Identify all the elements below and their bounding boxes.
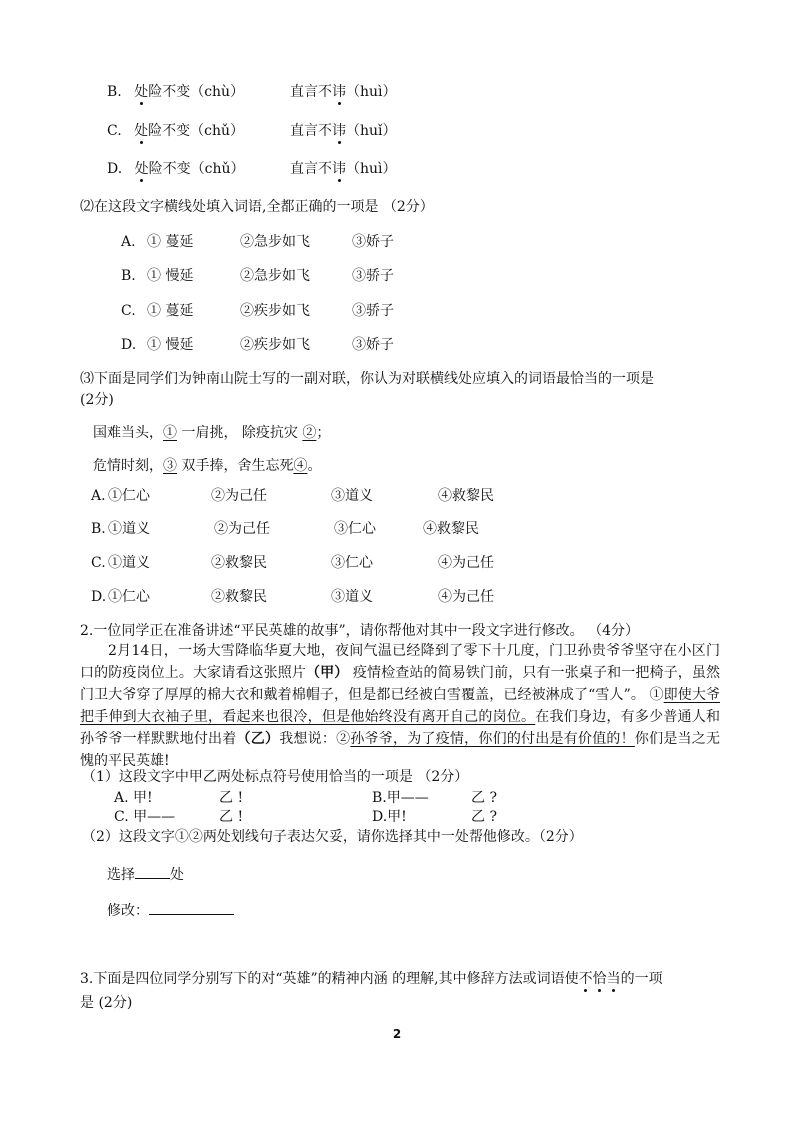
modify-label: 修改： [107,903,149,919]
option-d-yi: 乙 ? [471,809,497,825]
option-choice: ① 慢延 [147,337,194,353]
option-choice: ① 蔓延 [147,234,194,250]
dotted-char: 处 [134,123,149,139]
option-choice: ②疾步如飞 [240,337,310,353]
couplet-blank: ④ [293,458,308,474]
option-letter: D. [91,589,107,605]
q2-stem: 2.一位同学正在准备讲述“平民英雄的故事”，请你帮他对其中一段文字进行修改。 （4分） [80,623,640,639]
q3-stem-score: 是 (2分) [80,995,133,1011]
option-a-yi: 乙 ! [219,790,244,806]
option-choice: ②救黎民 [211,589,267,605]
passage-text: 2月14日，一场大雪降临华夏大地，夜间气温已经降到了零下十几度，门卫孙贵爷爷坚守在小区门口的防疫岗位上。大家请看这张照片 [80,643,720,681]
option-choice: ②为己任 [214,521,270,537]
couplet-text: 。 [307,458,322,474]
option-text: 直言不 [290,161,332,177]
couplet-blank: ② [302,425,317,441]
option-letter: D. [107,161,123,177]
select-label: 选择 [107,867,135,883]
passage-text: 疫情检查站的简易铁门前，只有一张桌子和一把椅子，虽然门卫大爷穿了厚厚的棉大衣和戴着棉帽子，但是都已经被白雪覆盖，已经被淋成了“雪人”。 ① [80,665,721,703]
option-letter: B. [121,268,136,284]
option-choice: ④为己任 [438,589,494,605]
q2-sub2-stem: （2）这段文字①②两处划线句子表达欠妥，请你选择其中一处帮他修改。（2分） [82,829,583,845]
option-text: 险不变（chù） [148,84,245,100]
dotted-char: 处 [134,161,149,177]
option-letter: C. [91,555,106,571]
couplet-text: 一肩挑， 除疫抗灾 [177,425,303,441]
q1-1-option-d [107,160,245,178]
option-a: A. 甲! [114,790,153,806]
option-choice: ① 蔓延 [147,303,194,319]
option-choice: ①道义 [108,555,150,571]
option-letter: C. [107,123,122,139]
option-choice: ④救黎民 [438,488,494,504]
option-choice: ①仁心 [108,488,150,504]
dotted-char: 不 [578,971,593,987]
option-letter: B. [107,84,122,100]
couplet-blank: ③ [163,458,177,474]
select-suffix: 处 [170,867,184,883]
couplet-line-2 [93,457,321,475]
option-choice: ① 慢延 [147,268,194,284]
underlined-sentence-2: 孙爷爷，为了疫情，你们的付出是有价值的！ [350,731,635,747]
couplet-line-1 [93,424,330,442]
option-choice: ②急步如飞 [240,268,310,284]
option-choice: ③仁心 [334,521,376,537]
option-c: C. 甲—— [114,809,176,825]
option-choice: ②疾步如飞 [240,303,310,319]
q1-1-option-b-second [290,83,397,101]
option-letter: A. [121,234,136,250]
passage-text: 你们是当之无愧的平民英雄! [80,731,721,769]
option-choice: ③道义 [331,589,373,605]
couplet-blank: ① [163,425,177,441]
option-letter: B. [91,521,106,537]
q1-1-option-c-second [290,122,397,140]
option-text: 直言不 [290,84,332,100]
option-text: （huì） [346,84,397,100]
option-choice: ④为己任 [438,555,494,571]
blank-yi: （乙） [236,731,280,747]
q1-2-stem: ⑵在这段文字横线处填入词语,全都正确的一项是 （2分） [80,199,434,215]
couplet-text: ； [316,425,331,441]
q3-stem-text: 3.下面是四位同学分别写下的对“英雄”的精神内涵 的理解,其中修辞方法或词语使 [80,971,579,987]
underlined-sentence-1: 即使大爷把手伸到大衣袖子里，看起来也很冷，但是他始终没有离开自己的岗位。 [80,687,720,725]
option-choice: ①仁心 [108,589,150,605]
option-letter: A. [91,488,106,504]
option-choice: ②急步如飞 [240,234,310,250]
select-answer-blank[interactable] [135,864,170,879]
q1-1-option-d-second [290,160,397,178]
q3-stem-text: 的一项 [620,971,663,987]
option-choice: ②救黎民 [211,555,267,571]
modify-answer-blank[interactable] [149,900,234,915]
q2-sub1-stem: （1）这段文字中甲乙两处标点符号使用恰当的一项是 （2分） [82,769,469,785]
option-letter: C. [121,303,136,319]
dotted-char: 讳 [332,161,346,177]
q1-3-stem: ⑶下面是同学们为钟南山院士写的一副对联，你认为对联横线处应填入的词语最恰当的一项是 [80,371,654,387]
option-text: 险不变（chǔ） [148,123,244,139]
couplet-text: 国难当头， [93,425,163,441]
dotted-char: 当 [606,971,621,987]
dotted-char: 处 [134,84,149,100]
option-choice: ③仁心 [331,555,373,571]
q2-passage [80,640,720,772]
option-choice: ③娇子 [352,234,394,250]
q1-1-option-c [107,122,244,140]
couplet-text: 危情时刻， [93,458,163,474]
option-text: 险不变（chǔ） [148,161,245,177]
option-c-yi: 乙 ! [219,809,244,825]
option-b: B.甲—— [372,790,429,806]
dotted-char: 讳 [332,84,346,100]
dotted-char: 讳 [332,123,346,139]
option-choice: ①道义 [108,521,150,537]
q3-stem [80,970,663,988]
option-choice: ③骄子 [352,268,394,284]
passage-text: 我想说：② [279,731,351,747]
option-d: D.甲! [372,809,407,825]
page-number: 2 [392,1027,402,1041]
option-choice: ③道义 [331,488,373,504]
option-b-yi: 乙 ? [471,790,497,806]
select-line [107,864,184,884]
q1-3-stem-score: (2分) [80,392,114,408]
option-choice: ②为己任 [211,488,267,504]
option-text: （huì） [346,161,397,177]
dotted-char: 恰 [592,971,607,987]
option-letter: D. [121,337,137,353]
option-choice: ③骄子 [352,303,394,319]
option-choice: ④救黎民 [423,521,479,537]
option-choice: ③娇子 [352,337,394,353]
couplet-text: 双手捧，舍生忘死 [177,458,294,474]
blank-jia: （甲） [305,665,349,681]
option-text: （huǐ） [346,123,397,139]
modify-line [107,900,234,920]
passage-text: 在我们身边，有多少普通人和孙爷爷一样默默地付出着 [80,709,721,747]
q1-1-option-b [107,83,244,101]
option-text: 直言不 [290,123,332,139]
